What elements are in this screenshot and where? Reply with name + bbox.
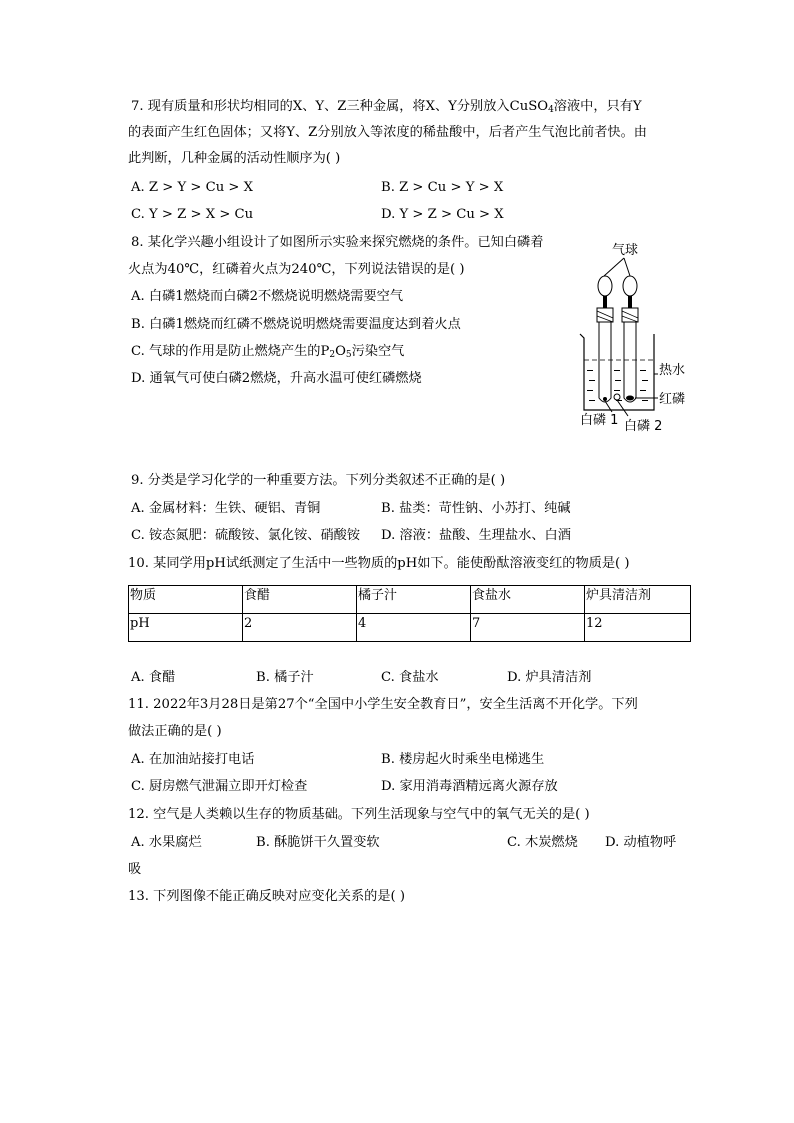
q12-stem: 12. 空气是人类赖以生存的物质基础。下列生活现象与空气中的氧气无关的是( ) (128, 807, 590, 822)
q9-option-a: A. 金属材料：生铁、硬铝、青铜 (131, 501, 321, 516)
label-balloon: 气球 (612, 243, 639, 258)
ph-table (128, 585, 691, 642)
q8-stem-line2: 火点为40℃，红磷着火点为240℃，下列说法错误的是( ) (128, 262, 465, 277)
table-cell: 2 (243, 614, 357, 642)
q9-option-d: D. 溶液：盐酸、生理盐水、白酒 (381, 528, 571, 543)
q10-option-c: C. 食盐水 (381, 670, 439, 685)
q9-option-b: B. 盐类：苛性钠、小苏打、纯碱 (381, 501, 571, 516)
label-red-phosphorus: 红磷 (659, 392, 686, 407)
q7-option-c: C. Y > Z > X > Cu (131, 207, 254, 222)
q11-option-b: B. 楼房起火时乘坐电梯逃生 (381, 752, 545, 767)
q7-stem-line1: 7. 现有质量和形状均相同的X、Y、Z三种金属，将X、Y分别放入CuSO$_4$溶液中，只有Y (131, 99, 642, 115)
q12-option-c: C. 木炭燃烧 (507, 835, 578, 850)
balloon-neck-right (628, 296, 632, 308)
table-cell: 炉具清洁剂 (585, 586, 691, 614)
q12-option-d: D. 动植物呼 (605, 835, 677, 850)
q12-option-a: A. 水果腐烂 (131, 835, 202, 850)
balloon-right (623, 276, 637, 296)
q7-option-d: D. Y > Z > Cu > X (381, 207, 504, 222)
q7-stem-line2: 的表面产生红色固体；又将Y、Z分别放入等浓度的稀盐酸中，后者产生气泡比前者快。由 (128, 125, 647, 140)
q12-option-b: B. 酥脆饼干久置变软 (256, 835, 380, 850)
white-phosphorus-1 (603, 397, 607, 401)
test-tube-right (624, 322, 636, 402)
q11-stem-line2: 做法正确的是( ) (128, 724, 222, 739)
stopper-left (597, 308, 613, 322)
table-cell: pH (129, 614, 243, 642)
q7-option-b: B. Z > Cu > Y > X (381, 180, 504, 195)
table-cell: 食盐水 (471, 586, 585, 614)
balloon-left (598, 276, 612, 296)
q8-option-b: B. 白磷1燃烧而红磷不燃烧说明燃烧需要温度达到着火点 (131, 317, 461, 332)
q8-apparatus-figure (572, 234, 702, 434)
balloon-pointer-left (604, 258, 624, 276)
q11-option-c: C. 厨房燃气泄漏立即开灯检查 (131, 779, 308, 794)
q10-option-d: D. 炉具清洁剂 (507, 670, 592, 685)
q9-stem: 9. 分类是学习化学的一种重要方法。下列分类叙述不正确的是( ) (131, 473, 506, 488)
table-cell: 食醋 (243, 586, 357, 614)
q10-option-b: B. 橘子汁 (256, 670, 314, 685)
q7-option-a: A. Z > Y > Cu > X (131, 180, 254, 195)
label-hot-water: 热水 (659, 363, 686, 378)
q11-option-a: A. 在加油站接打电话 (131, 752, 255, 767)
q8-option-a: A. 白磷1燃烧而白磷2不燃烧说明燃烧需要空气 (131, 289, 404, 304)
balloon-neck-left (603, 296, 607, 308)
table-row (129, 586, 691, 614)
white-phosphorus-2 (614, 394, 620, 400)
red-phosphorus (626, 396, 634, 401)
table-row (129, 614, 691, 642)
q8-stem-line1: 8. 某化学兴趣小组设计了如图所示实验来探究燃烧的条件。已知白磷着 (131, 235, 544, 250)
label-white-phosphorus-2: 白磷 2 (624, 419, 663, 434)
test-tube-left (599, 322, 611, 402)
q11-stem-line1: 11. 2022年3月28日是第27个“全国中小学生安全教育日”，安全生活离不开化学。下列 (128, 697, 638, 712)
table-cell: 12 (585, 614, 691, 642)
q8-option-c: C. 气球的作用是防止燃烧产生的$P_2O_5$污染空气 (131, 344, 405, 360)
q8-option-d: D. 通氧气可使白磷2燃烧，升高水温可使红磷燃烧 (131, 371, 422, 386)
balloon-pointer-right (624, 258, 630, 276)
stopper-right (622, 308, 638, 322)
q7-stem-line3: 此判断，几种金属的活动性顺序为( ) (128, 151, 341, 166)
q13-stem: 13. 下列图像不能正确反映对应变化关系的是( ) (128, 889, 406, 904)
q10-option-a: A. 食醋 (131, 670, 176, 685)
q12-option-d-wrap: 吸 (128, 862, 142, 877)
label-white-phosphorus-1: 白磷 1 (580, 413, 619, 428)
table-cell: 4 (357, 614, 471, 642)
table-cell: 物质 (129, 586, 243, 614)
q11-option-d: D. 家用消毒酒精远离火源存放 (381, 779, 558, 794)
q9-option-c: C. 铵态氮肥：硫酸铵、氯化铵、硝酸铵 (131, 528, 361, 543)
table-cell: 橘子汁 (357, 586, 471, 614)
q10-stem: 10. 某同学用pH试纸测定了生活中一些物质的pH如下。能使酚酞溶液变红的物质是( ) (128, 556, 630, 571)
table-cell: 7 (471, 614, 585, 642)
